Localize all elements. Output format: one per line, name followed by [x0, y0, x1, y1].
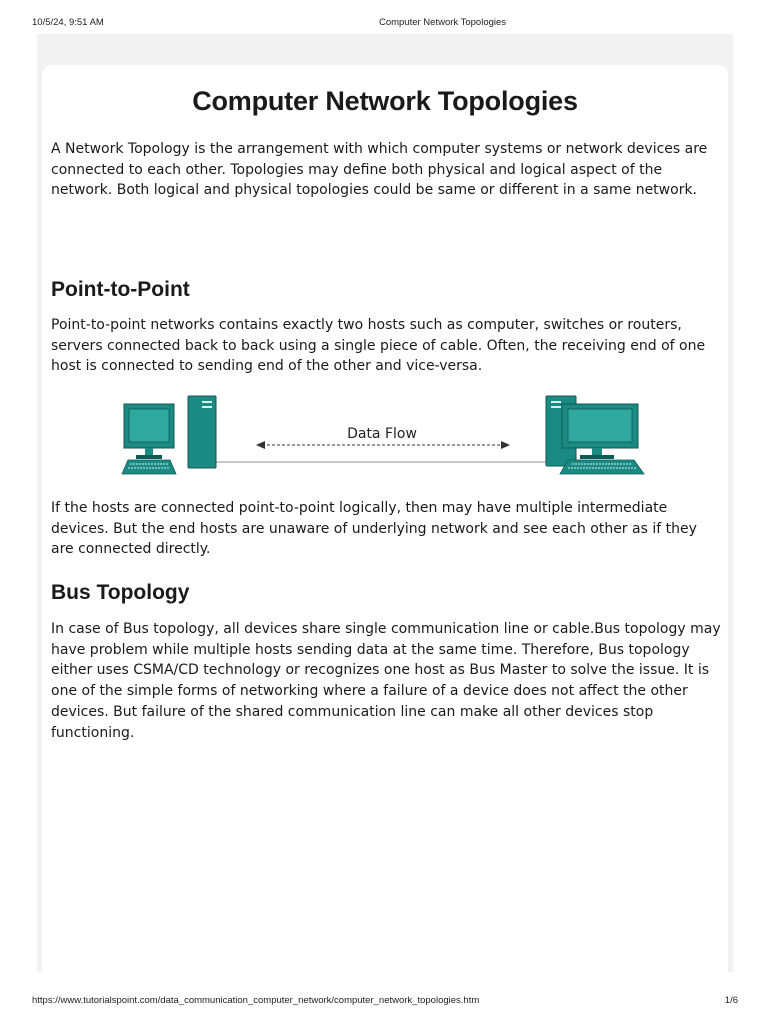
arrow-head-right [501, 441, 510, 449]
print-url: https://www.tutorialspoint.com/data_communication_computer_network/computer_network_topologies.htm [32, 995, 480, 1006]
intro-paragraph: A Network Topology is the arrangement with which computer systems or network devices are connected to each other. Topologies may define both physical and logical aspect of the network. Both logical and physical topologies could be same or different in a same network. [51, 141, 708, 199]
print-datetime: 10/5/24, 9:51 AM [32, 17, 104, 28]
bus-topology-paragraph: In case of Bus topology, all devices share single communication line or cable.Bus topology may have problem while multiple hosts sending data at the same time. Therefore, Bus topology either uses CSMA/CD technology or recognizes one host as Bus Master to solve the issue. It is one of the simple forms of networking where a failure of a device does not affect the other devices. But failure of the shared communication line can make all other devices stop functioning. [51, 621, 721, 741]
left-computer-icon [122, 396, 216, 474]
print-footer [0, 995, 768, 1007]
point-to-point-diagram [118, 392, 648, 478]
section-heading-bus-topology: Bus Topology [51, 581, 190, 604]
print-page-number: 1/6 [724, 995, 738, 1006]
print-header [0, 17, 768, 29]
data-flow-label: Data Flow [347, 426, 417, 442]
page-title: Computer Network Topologies [192, 86, 578, 116]
print-doc-title: Computer Network Topologies [378, 17, 507, 28]
right-computer-icon [546, 396, 644, 474]
arrow-head-left [256, 441, 265, 449]
point-to-point-paragraph-2: If the hosts are connected point-to-point logically, then may have multiple intermediate devices. But the end hosts are unaware of underlying network and see each other as if they are connected directly. [51, 500, 697, 558]
point-to-point-paragraph-1: Point-to-point networks contains exactly two hosts such as computer, switches or routers, servers connected back to back using a single piece of cable. Often, the receiving end of one host is connected to sending end of the other and vice-versa. [51, 317, 706, 375]
section-heading-point-to-point: Point-to-Point [51, 278, 190, 301]
